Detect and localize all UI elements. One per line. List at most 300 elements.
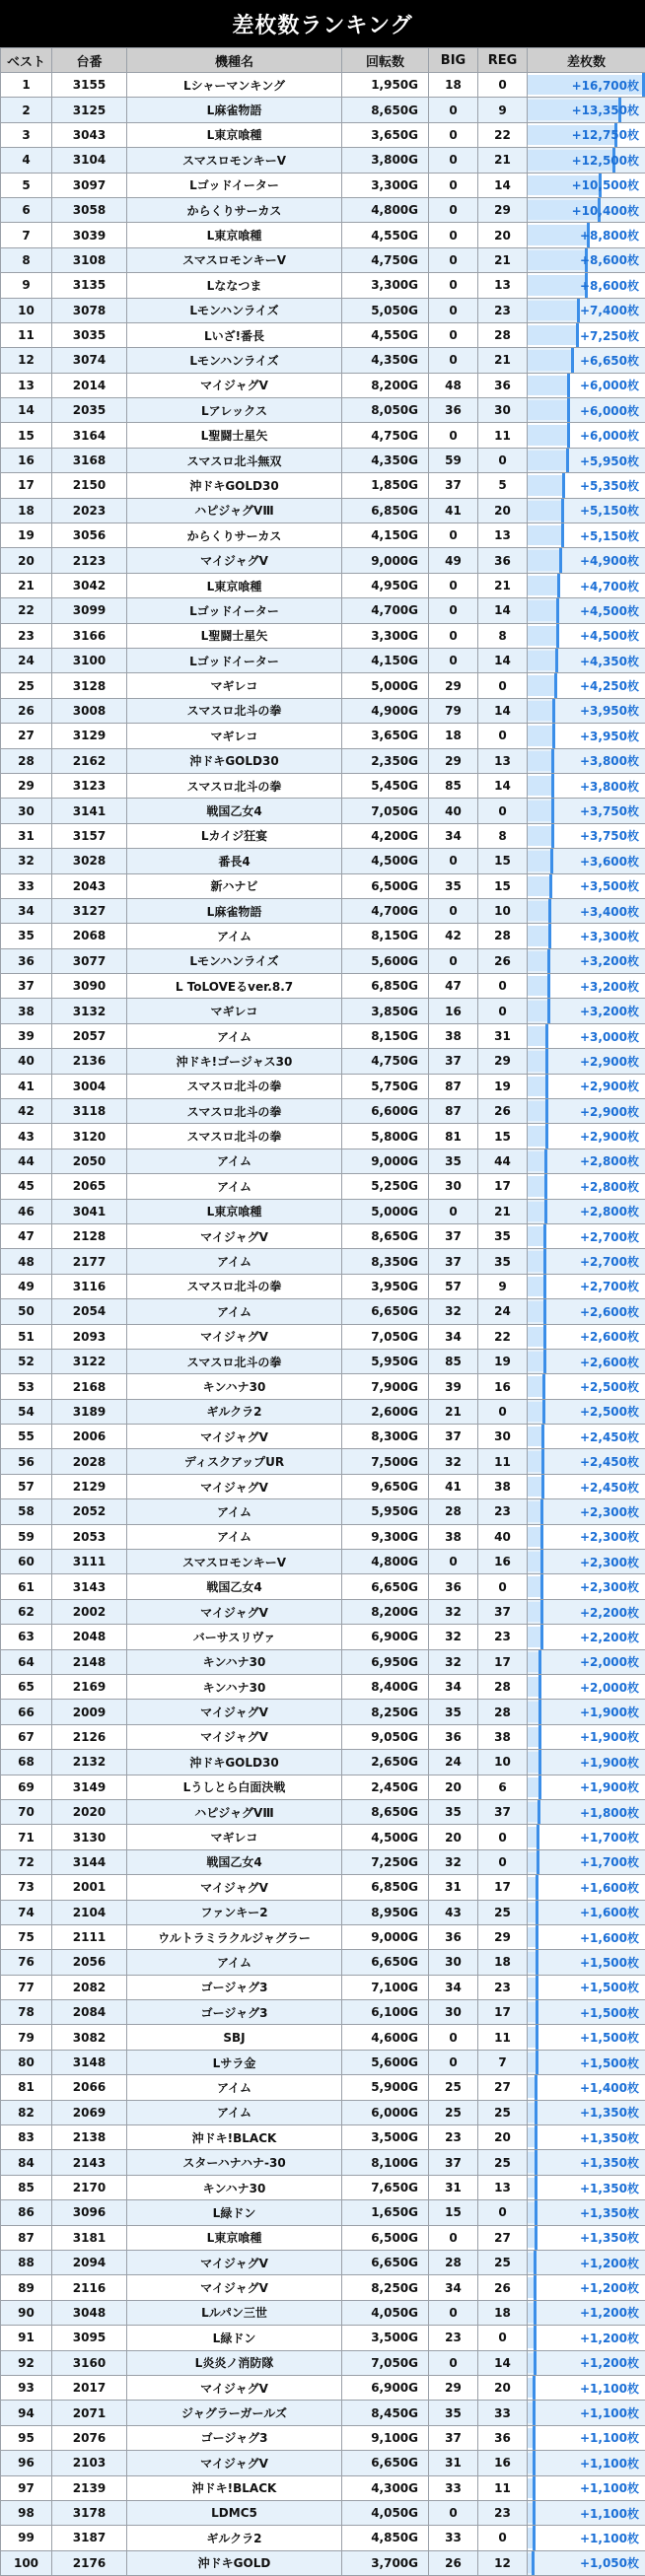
model-name-cell: L聖闘士星矢 <box>127 423 342 448</box>
diff-value: +1,100枚 <box>580 2457 639 2471</box>
diff-value: +8,800枚 <box>580 229 639 243</box>
table-row[interactable] <box>1 1750 645 1775</box>
rank-cell: 13 <box>1 373 52 397</box>
rank-cell: 26 <box>1 698 52 723</box>
rank-cell: 88 <box>1 2250 52 2274</box>
diff-cell <box>528 2425 645 2450</box>
table-row[interactable] <box>1 1023 645 1048</box>
table-row[interactable] <box>1 523 645 548</box>
diff-value: +1,100枚 <box>580 2382 639 2396</box>
model-name-cell: アイム <box>127 1299 342 1324</box>
spins-cell: 3,300G <box>342 623 429 648</box>
diff-value: +1,900枚 <box>580 1756 639 1770</box>
table-row[interactable] <box>1 122 645 147</box>
table-row[interactable] <box>1 1825 645 1849</box>
diff-bar-edge <box>567 423 570 447</box>
table-row[interactable] <box>1 2475 645 2500</box>
header-big[interactable]: BIG <box>429 48 478 73</box>
header-rank[interactable]: ベスト <box>1 48 52 73</box>
table-row[interactable] <box>1 322 645 347</box>
table-row[interactable] <box>1 1574 645 1599</box>
diff-bar-edge <box>545 1124 548 1148</box>
diff-cell <box>528 1724 645 1749</box>
big-cell: 37 <box>429 2425 478 2450</box>
reg-cell: 38 <box>478 1474 528 1498</box>
model-name-cell: マイジャグV <box>127 1223 342 1248</box>
spins-cell: 8,150G <box>342 924 429 948</box>
header-machine-number[interactable]: 台番 <box>52 48 127 73</box>
diff-cell <box>528 2475 645 2500</box>
table-row[interactable] <box>1 197 645 222</box>
table-row[interactable] <box>1 898 645 923</box>
table-row[interactable] <box>1 2225 645 2250</box>
diff-value: +6,000枚 <box>580 404 639 418</box>
table-row[interactable] <box>1 148 645 173</box>
machine-number-cell: 3077 <box>52 948 127 973</box>
table-row[interactable] <box>1 598 645 623</box>
model-name-cell: アイム <box>127 1174 342 1199</box>
rank-cell: 85 <box>1 2175 52 2199</box>
diff-bar-edge <box>559 548 562 572</box>
table-row[interactable] <box>1 298 645 322</box>
model-name-cell: スマスロモンキーV <box>127 1550 342 1574</box>
big-cell: 23 <box>429 2326 478 2350</box>
diff-bar-edge <box>534 2301 537 2325</box>
table-row[interactable] <box>1 2425 645 2450</box>
machine-number-cell: 2043 <box>52 873 127 898</box>
table-row[interactable] <box>1 573 645 597</box>
reg-cell: 36 <box>478 2425 528 2450</box>
diff-cell <box>528 197 645 222</box>
diff-bar-edge <box>535 2150 538 2174</box>
spins-cell: 4,350G <box>342 348 429 373</box>
table-row[interactable] <box>1 1299 645 1324</box>
rank-cell: 52 <box>1 1349 52 1373</box>
table-row[interactable] <box>1 1174 645 1199</box>
diff-value: +1,100枚 <box>580 2431 639 2445</box>
machine-number-cell: 3008 <box>52 698 127 723</box>
table-row[interactable] <box>1 1074 645 1098</box>
table-row[interactable] <box>1 223 645 247</box>
table-row[interactable] <box>1 799 645 823</box>
table-row[interactable] <box>1 724 645 748</box>
spins-cell: 8,650G <box>342 1223 429 1248</box>
big-cell: 0 <box>429 2350 478 2375</box>
rank-cell: 29 <box>1 773 52 798</box>
table-row[interactable] <box>1 423 645 448</box>
table-row[interactable] <box>1 2175 645 2199</box>
model-name-cell: Lサラ金 <box>127 2050 342 2074</box>
table-row[interactable] <box>1 1199 645 1223</box>
table-row[interactable] <box>1 2200 645 2225</box>
table-row[interactable] <box>1 2451 645 2475</box>
reg-cell: 9 <box>478 1274 528 1298</box>
table-row[interactable] <box>1 1274 645 1298</box>
table-row[interactable] <box>1 2375 645 2400</box>
table-row[interactable] <box>1 948 645 973</box>
diff-value: +1,200枚 <box>580 2332 639 2345</box>
diff-bar-edge <box>536 1925 538 1949</box>
table-row[interactable] <box>1 1975 645 1999</box>
diff-cell <box>528 1449 645 1474</box>
diff-value: +3,800枚 <box>580 754 639 768</box>
diff-bar <box>528 651 558 670</box>
header-model-name[interactable]: 機種名 <box>127 48 342 73</box>
table-row[interactable] <box>1 1149 645 1173</box>
reg-cell: 20 <box>478 2125 528 2150</box>
table-row[interactable] <box>1 648 645 672</box>
model-name-cell: ウルトラミラクルジャグラー <box>127 1924 342 1949</box>
table-row[interactable] <box>1 2550 645 2575</box>
table-row[interactable] <box>1 1374 645 1399</box>
table-row[interactable] <box>1 1649 645 1674</box>
table-row[interactable] <box>1 448 645 472</box>
rank-cell: 33 <box>1 873 52 898</box>
big-cell: 32 <box>429 1849 478 1874</box>
table-row[interactable] <box>1 498 645 522</box>
table-row[interactable] <box>1 849 645 873</box>
diff-cell <box>528 1825 645 1849</box>
header-spins[interactable]: 回転数 <box>342 48 429 73</box>
table-row[interactable] <box>1 924 645 948</box>
machine-number-cell: 2084 <box>52 2000 127 2025</box>
table-row[interactable] <box>1 473 645 498</box>
big-cell: 0 <box>429 523 478 548</box>
rank-cell: 51 <box>1 1324 52 1349</box>
reg-cell: 8 <box>478 823 528 848</box>
diff-bar-edge <box>536 1875 538 1899</box>
spins-cell: 4,550G <box>342 322 429 347</box>
model-name-cell: Lモンハンライズ <box>127 298 342 322</box>
table-row[interactable] <box>1 2100 645 2124</box>
table-row[interactable] <box>1 1425 645 1449</box>
diff-cell <box>528 2275 645 2300</box>
model-name-cell: スマスロ北斗無双 <box>127 448 342 472</box>
spins-cell: 7,050G <box>342 1324 429 1349</box>
table-row[interactable] <box>1 1249 645 1274</box>
diff-bar-edge <box>543 1249 546 1273</box>
machine-number-cell: 3058 <box>52 197 127 222</box>
model-name-cell: 沖ドキGOLD30 <box>127 1750 342 1775</box>
machine-number-cell: 2023 <box>52 498 127 522</box>
diff-bar-edge <box>543 1325 546 1349</box>
table-row[interactable] <box>1 1724 645 1749</box>
table-row[interactable] <box>1 1550 645 1574</box>
table-row[interactable] <box>1 348 645 373</box>
machine-number-cell: 2066 <box>52 2075 127 2100</box>
table-row[interactable] <box>1 823 645 848</box>
table-row[interactable] <box>1 1675 645 1700</box>
table-row[interactable] <box>1 1799 645 1824</box>
table-row[interactable] <box>1 273 645 298</box>
reg-cell: 28 <box>478 924 528 948</box>
diff-bar-edge <box>567 374 570 397</box>
diff-bar-edge <box>543 1224 546 1248</box>
diff-bar-edge <box>551 824 554 848</box>
model-name-cell: ハピジャグVⅢ <box>127 1799 342 1824</box>
machine-number-cell: 3043 <box>52 122 127 147</box>
machine-number-cell: 2169 <box>52 1675 127 1700</box>
table-row[interactable] <box>1 1474 645 1498</box>
diff-bar-edge <box>543 1299 546 1323</box>
table-row[interactable] <box>1 873 645 898</box>
table-row[interactable] <box>1 73 645 98</box>
big-cell: 0 <box>429 648 478 672</box>
spins-cell: 7,050G <box>342 799 429 823</box>
diff-cell <box>528 898 645 923</box>
reg-cell: 28 <box>478 1700 528 1724</box>
reg-cell: 25 <box>478 2150 528 2175</box>
diff-bar-edge <box>538 1700 541 1723</box>
spins-cell: 4,700G <box>342 898 429 923</box>
table-row[interactable] <box>1 1399 645 1424</box>
model-name-cell: L東京喰種 <box>127 2225 342 2250</box>
big-cell: 36 <box>429 1724 478 1749</box>
spins-cell: 7,100G <box>342 1975 429 1999</box>
table-row[interactable] <box>1 2350 645 2375</box>
diff-bar <box>528 475 565 495</box>
table-row[interactable] <box>1 2050 645 2074</box>
table-row[interactable] <box>1 2150 645 2175</box>
table-row[interactable] <box>1 1924 645 1949</box>
diff-value: +16,700枚 <box>572 79 639 93</box>
table-row[interactable] <box>1 398 645 423</box>
header-reg[interactable]: REG <box>478 48 528 73</box>
reg-cell: 0 <box>478 1849 528 1874</box>
machine-number-cell: 3155 <box>52 73 127 98</box>
diff-cell <box>528 1223 645 1248</box>
table-row[interactable] <box>1 1124 645 1149</box>
diff-bar-edge <box>536 2025 538 2049</box>
diff-cell <box>528 448 645 472</box>
diff-bar-edge <box>576 323 579 347</box>
table-row[interactable] <box>1 2300 645 2325</box>
table-row[interactable] <box>1 1625 645 1649</box>
spins-cell: 4,950G <box>342 573 429 597</box>
machine-number-cell: 3141 <box>52 799 127 823</box>
rank-cell: 71 <box>1 1825 52 1849</box>
machine-number-cell: 3129 <box>52 724 127 748</box>
table-row[interactable] <box>1 2000 645 2025</box>
reg-cell: 14 <box>478 698 528 723</box>
machine-number-cell: 3118 <box>52 1099 127 1124</box>
table-row[interactable] <box>1 1223 645 1248</box>
machine-number-cell: 2128 <box>52 1223 127 1248</box>
diff-cell <box>528 1499 645 1524</box>
table-row[interactable] <box>1 1775 645 1799</box>
table-row[interactable] <box>1 1900 645 1924</box>
diff-value: +2,450枚 <box>580 1481 639 1495</box>
model-name-cell: 沖ドキGOLD30 <box>127 473 342 498</box>
big-cell: 0 <box>429 148 478 173</box>
machine-number-cell: 2129 <box>52 1474 127 1498</box>
big-cell: 0 <box>429 348 478 373</box>
reg-cell: 21 <box>478 148 528 173</box>
machine-number-cell: 3028 <box>52 849 127 873</box>
table-row[interactable] <box>1 1049 645 1074</box>
header-diff[interactable]: 差枚数 <box>528 48 645 73</box>
reg-cell: 13 <box>478 523 528 548</box>
machine-number-cell: 2103 <box>52 2451 127 2475</box>
table-row[interactable] <box>1 1099 645 1124</box>
spins-cell: 4,600G <box>342 2025 429 2050</box>
machine-number-cell: 2143 <box>52 2150 127 2175</box>
diff-value: +1,900枚 <box>580 1706 639 1719</box>
big-cell: 30 <box>429 1950 478 1975</box>
reg-cell: 28 <box>478 322 528 347</box>
model-name-cell: ギルクラ2 <box>127 1399 342 1424</box>
diff-cell <box>528 1149 645 1173</box>
rank-cell: 44 <box>1 1149 52 1173</box>
spins-cell: 8,650G <box>342 98 429 122</box>
table-row[interactable] <box>1 1950 645 1975</box>
diff-cell <box>528 2326 645 2350</box>
diff-bar <box>528 600 559 620</box>
big-cell: 29 <box>429 673 478 698</box>
diff-value: +1,500枚 <box>580 2031 639 2045</box>
table-row[interactable] <box>1 2075 645 2100</box>
machine-number-cell: 3120 <box>52 1124 127 1149</box>
spins-cell: 3,300G <box>342 173 429 197</box>
table-row[interactable] <box>1 2326 645 2350</box>
table-row[interactable] <box>1 373 645 397</box>
diff-value: +2,000枚 <box>580 1681 639 1695</box>
diff-cell <box>528 1900 645 1924</box>
diff-bar <box>528 550 562 570</box>
model-name-cell: マイジャグV <box>127 2375 342 2400</box>
reg-cell: 0 <box>478 974 528 999</box>
machine-number-cell: 3078 <box>52 298 127 322</box>
table-row[interactable] <box>1 623 645 648</box>
diff-bar-edge <box>540 1600 543 1624</box>
table-row[interactable] <box>1 1875 645 1900</box>
rank-cell: 70 <box>1 1799 52 1824</box>
diff-cell <box>528 2200 645 2225</box>
model-name-cell: キンハナ30 <box>127 2175 342 2199</box>
model-name-cell: マイジャグV <box>127 1599 342 1624</box>
machine-number-cell: 3149 <box>52 1775 127 1799</box>
machine-number-cell: 2028 <box>52 1449 127 1474</box>
diff-bar-edge <box>535 2125 538 2149</box>
spins-cell: 9,000G <box>342 1149 429 1173</box>
table-row[interactable] <box>1 2500 645 2525</box>
table-row[interactable] <box>1 2125 645 2150</box>
diff-cell <box>528 523 645 548</box>
table-row[interactable] <box>1 1349 645 1373</box>
model-name-cell: アイム <box>127 2075 342 2100</box>
big-cell: 32 <box>429 1649 478 1674</box>
table-row[interactable] <box>1 247 645 272</box>
machine-number-cell: 2162 <box>52 748 127 773</box>
table-row[interactable] <box>1 999 645 1023</box>
diff-cell <box>528 1750 645 1775</box>
table-row[interactable] <box>1 98 645 122</box>
model-name-cell: Lモンハンライズ <box>127 348 342 373</box>
table-row[interactable] <box>1 2025 645 2050</box>
page-title <box>0 0 645 47</box>
big-cell: 40 <box>429 799 478 823</box>
table-row[interactable] <box>1 748 645 773</box>
table-row[interactable] <box>1 1449 645 1474</box>
spins-cell: 4,200G <box>342 823 429 848</box>
diff-cell <box>528 1975 645 1999</box>
diff-cell <box>528 1299 645 1324</box>
diff-bar-edge <box>542 1374 545 1398</box>
diff-value: +2,700枚 <box>580 1255 639 1269</box>
spins-cell: 5,800G <box>342 1124 429 1149</box>
spins-cell: 4,750G <box>342 247 429 272</box>
big-cell: 29 <box>429 748 478 773</box>
diff-cell <box>528 2000 645 2025</box>
table-row[interactable] <box>1 1599 645 1624</box>
spins-cell: 2,450G <box>342 1775 429 1799</box>
table-row[interactable] <box>1 1324 645 1349</box>
rank-cell: 34 <box>1 898 52 923</box>
diff-cell <box>528 773 645 798</box>
diff-value: +5,950枚 <box>580 454 639 468</box>
diff-bar <box>528 525 564 545</box>
reg-cell: 37 <box>478 1599 528 1624</box>
table-row[interactable] <box>1 1524 645 1549</box>
machine-number-cell: 3039 <box>52 223 127 247</box>
model-name-cell: Lゴッドイーター <box>127 598 342 623</box>
model-name-cell: マギレコ <box>127 1825 342 1849</box>
machine-number-cell: 3004 <box>52 1074 127 1098</box>
reg-cell: 44 <box>478 1149 528 1173</box>
spins-cell: 5,600G <box>342 948 429 973</box>
table-row[interactable] <box>1 773 645 798</box>
diff-cell <box>528 2550 645 2575</box>
table-row[interactable] <box>1 698 645 723</box>
diff-bar-edge <box>540 1625 543 1648</box>
table-row[interactable] <box>1 1499 645 1524</box>
model-name-cell: マイジャグV <box>127 1724 342 1749</box>
diff-value: +1,200枚 <box>580 2281 639 2295</box>
table-row[interactable] <box>1 673 645 698</box>
big-cell: 87 <box>429 1099 478 1124</box>
model-name-cell: スマスロ北斗の拳 <box>127 1074 342 1098</box>
table-row[interactable] <box>1 2250 645 2274</box>
reg-cell: 27 <box>478 2225 528 2250</box>
model-name-cell: マイジャグV <box>127 2250 342 2274</box>
reg-cell: 26 <box>478 2275 528 2300</box>
table-row[interactable] <box>1 173 645 197</box>
diff-value: +2,200枚 <box>580 1631 639 1644</box>
diff-value: +1,500枚 <box>580 1956 639 1970</box>
diff-value: +1,200枚 <box>580 2356 639 2370</box>
table-row[interactable] <box>1 2526 645 2550</box>
machine-number-cell: 2111 <box>52 1924 127 1949</box>
big-cell: 21 <box>429 1399 478 1424</box>
spins-cell: 8,400G <box>342 1675 429 1700</box>
table-row[interactable] <box>1 1700 645 1724</box>
table-row[interactable] <box>1 2401 645 2425</box>
table-row[interactable] <box>1 2275 645 2300</box>
machine-number-cell: 2068 <box>52 924 127 948</box>
big-cell: 0 <box>429 573 478 597</box>
machine-number-cell: 2104 <box>52 1900 127 1924</box>
table-row[interactable] <box>1 1849 645 1874</box>
reg-cell: 35 <box>478 1249 528 1274</box>
rank-cell: 18 <box>1 498 52 522</box>
rank-cell: 9 <box>1 273 52 298</box>
table-row[interactable] <box>1 548 645 573</box>
machine-number-cell: 3127 <box>52 898 127 923</box>
reg-cell: 21 <box>478 247 528 272</box>
spins-cell: 8,450G <box>342 2401 429 2425</box>
machine-number-cell: 2050 <box>52 1149 127 1173</box>
table-row[interactable] <box>1 974 645 999</box>
